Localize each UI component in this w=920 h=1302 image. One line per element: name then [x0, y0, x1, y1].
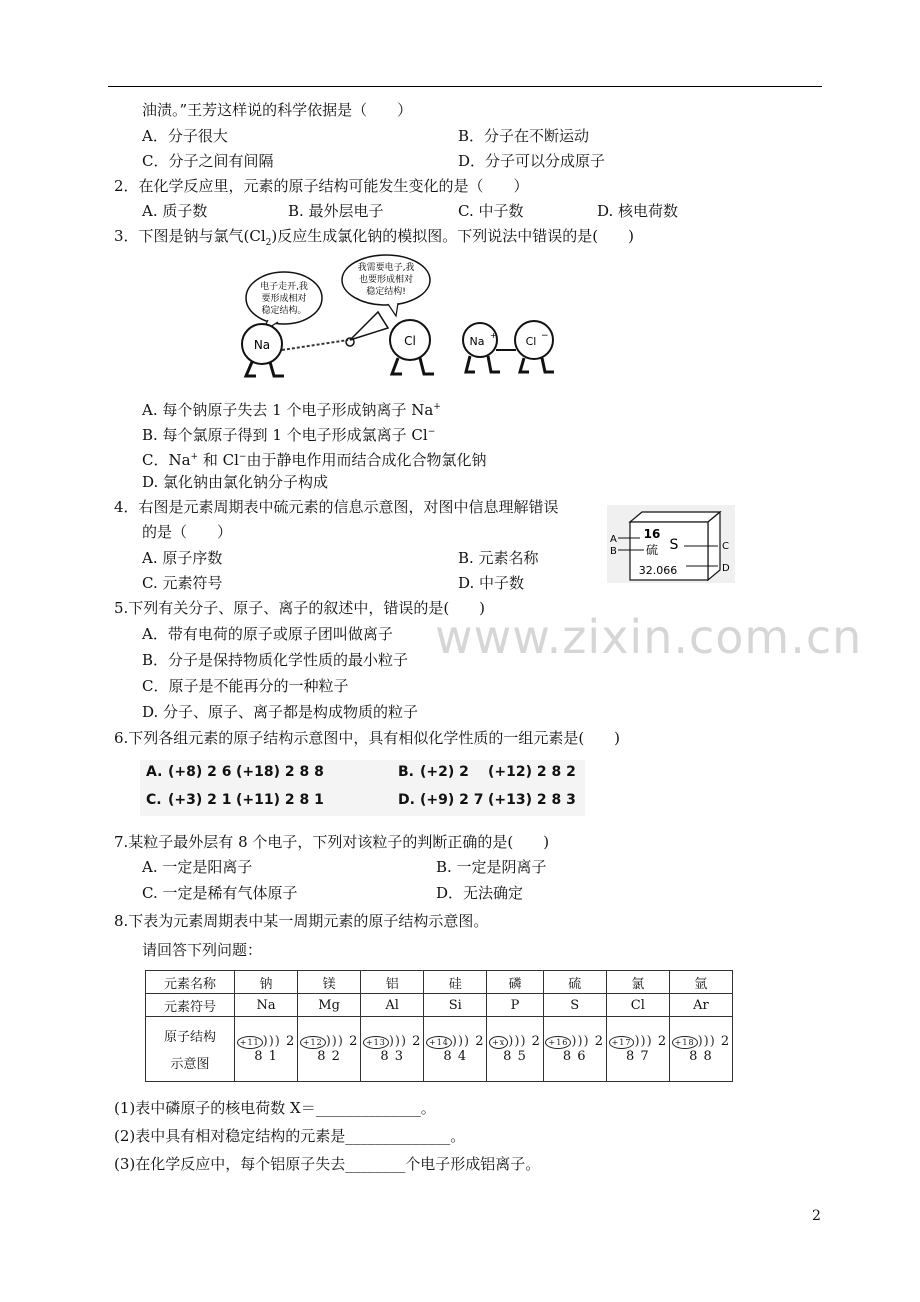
- cl-ion-label: Cl: [525, 335, 537, 348]
- cell-name: 铝: [361, 971, 424, 994]
- watermark: www.zixin.com.cn: [435, 610, 863, 664]
- bubble2-line3: 稳定结构!: [366, 287, 406, 297]
- q6-atom-diagrams: [140, 760, 585, 816]
- q2-option-d: D. 核电荷数: [597, 202, 679, 220]
- sulfur-symbol: S: [669, 537, 679, 553]
- q6-c-diagram1: (+3) 2 1: [168, 792, 232, 808]
- q6-d-diagram1: (+9) 2 7: [420, 792, 484, 808]
- cell-symbol: Al: [361, 994, 424, 1017]
- cell-name: 钠: [235, 971, 298, 994]
- q1-option-b: B．分子在不断运动: [458, 127, 590, 145]
- sulfur-mass: 32.066: [638, 564, 678, 577]
- cell-name: 氯: [606, 971, 669, 994]
- atom-diagram: +12 ))) 2 8 2: [298, 1017, 361, 1082]
- q5-stem: 5.下列有关分子、原子、离子的叙述中，错误的是( ): [114, 599, 486, 617]
- atom-diagram: +18 ))) 2 8 8: [669, 1017, 732, 1082]
- cl-atom-label: Cl: [404, 334, 416, 348]
- q7-option-a: A. 一定是阳离子: [142, 858, 253, 876]
- q8-stem: 8.下表为元素周期表中某一周期元素的原子结构示意图。: [114, 912, 489, 930]
- sulfur-element-box: [606, 504, 736, 584]
- cl-ion-charge: −: [541, 331, 549, 341]
- sulfur-atomic-number: 16: [643, 527, 661, 541]
- q6-d-label: D.: [398, 792, 415, 808]
- atom-diagram: +16 ))) 2 8 6: [543, 1017, 606, 1082]
- q7-option-d: D．无法确定: [436, 884, 524, 902]
- label-b: B: [610, 546, 617, 557]
- q6-a-diagram2: (+18) 2 8 8: [236, 764, 324, 780]
- q6-d-diagram2: (+13) 2 8 3: [488, 792, 576, 808]
- q4-stem-line1: 4．右图是元素周期表中硫元素的信息示意图，对图中信息理解错误: [114, 498, 559, 516]
- cell-symbol: S: [543, 994, 606, 1017]
- cell-symbol: Na: [235, 994, 298, 1017]
- table-row-symbols: [146, 994, 733, 1017]
- q5-option-d: D. 分子、原子、离子都是构成物质的粒子: [142, 703, 419, 721]
- cell-symbol: Cl: [606, 994, 669, 1017]
- atom-diagram: +17 ))) 2 8 7: [606, 1017, 669, 1082]
- q8-sub3: (3)在化学反应中，每个铝原子失去________个电子形成铝离子。: [114, 1155, 541, 1173]
- header-element-symbol: 元素符号: [146, 994, 235, 1017]
- atom-diagram: +11 ))) 2 8 1: [235, 1017, 298, 1082]
- q6-c-diagram2: (+11) 2 8 1: [236, 792, 324, 808]
- q4-option-b: B. 元素名称: [458, 549, 539, 567]
- q6-b-diagram2: (+12) 2 8 2: [488, 764, 576, 780]
- q8-sub2: (2)表中具有相对稳定结构的元素是______________。: [114, 1127, 466, 1145]
- q6-c-label: C.: [146, 792, 162, 808]
- q1-option-d: D．分子可以分成原子: [458, 152, 606, 170]
- q4-stem-line2: 的是（ ）: [142, 523, 233, 541]
- cell-name: 硫: [543, 971, 606, 994]
- q3-option-a: A. 每个钠原子失去 1 个电子形成钠离子 Na+: [142, 401, 441, 419]
- q2-option-c: C. 中子数: [458, 202, 524, 220]
- q6-b-label: B.: [398, 764, 414, 780]
- q3-option-b: B. 每个氯原子得到 1 个电子形成氯离子 Cl−: [142, 426, 436, 444]
- cell-name: 氩: [669, 971, 732, 994]
- na-ion-charge: +: [490, 331, 497, 340]
- atom-diagram: +14 ))) 2 8 4: [424, 1017, 487, 1082]
- q6-a-label: A.: [146, 764, 163, 780]
- q4-option-d: D. 中子数: [458, 574, 525, 592]
- cell-symbol: P: [487, 994, 543, 1017]
- sulfur-name: 硫: [645, 543, 659, 557]
- bubble1-line1: 电子走开,我: [260, 282, 308, 292]
- label-a: A: [610, 534, 617, 545]
- sodium-chlorine-cartoon: [238, 254, 560, 384]
- label-d: D: [722, 563, 730, 574]
- cell-symbol: Ar: [669, 994, 732, 1017]
- table-row-structures: [146, 1017, 733, 1082]
- header-rule: [108, 86, 822, 87]
- q6-stem: 6.下列各组元素的原子结构示意图中，具有相似化学性质的一组元素是( ): [114, 729, 621, 747]
- page-number: 2: [812, 1208, 821, 1224]
- table-row-names: [146, 971, 733, 994]
- bubble2-line2: 也要形成相对: [358, 275, 414, 285]
- cell-name: 镁: [298, 971, 361, 994]
- q7-stem: 7.某粒子最外层有 8 个电子，下列对该粒子的判断正确的是( ): [114, 833, 550, 851]
- element-structure-table: [145, 970, 733, 1082]
- q1-stem-tail: 油渍。”王芳这样说的科学依据是（ ）: [142, 101, 413, 119]
- bubble1-line2: 要形成相对: [261, 294, 307, 304]
- q7-option-b: B. 一定是阴离子: [436, 858, 547, 876]
- cell-symbol: Si: [424, 994, 487, 1017]
- q8-sub1: (1)表中磷原子的核电荷数 X＝______________。: [114, 1099, 436, 1117]
- q4-option-c: C. 元素符号: [142, 574, 223, 592]
- q7-option-c: C. 一定是稀有气体原子: [142, 884, 298, 902]
- q1-option-c: C．分子之间有间隔: [142, 152, 274, 170]
- cell-symbol: Mg: [298, 994, 361, 1017]
- q2-option-a: A. 质子数: [142, 202, 208, 220]
- q2-option-b: B. 最外层电子: [288, 202, 384, 220]
- q3-stem: 3．下图是钠与氯气$(Cl_2)$反应生成氯化钠的模拟图。下列说法中错误的是( ): [114, 227, 634, 248]
- q5-option-b: B．分子是保持物质化学性质的最小粒子: [142, 651, 409, 669]
- atom-diagram: +x ))) 2 8 5: [487, 1017, 543, 1082]
- cell-name: 磷: [487, 971, 543, 994]
- q6-a-diagram1: (+8) 2 6: [168, 764, 232, 780]
- q6-b-diagram1: (+2) 2: [420, 764, 469, 780]
- q4-option-a: A. 原子序数: [142, 549, 223, 567]
- atom-diagram: +13 ))) 2 8 3: [361, 1017, 424, 1082]
- q5-option-a: A．带有电荷的原子或原子团叫做离子: [142, 625, 393, 643]
- bubble2-line1: 我需要电子,我: [357, 263, 415, 273]
- q8-prompt: 请回答下列问题：: [142, 941, 263, 959]
- header-structure: 原子结构 示意图: [146, 1017, 235, 1082]
- q3-option-d: D. 氯化钠由氯化钠分子构成: [142, 473, 329, 491]
- cell-name: 硅: [424, 971, 487, 994]
- na-atom-label: Na: [253, 338, 271, 352]
- bubble1-line3: 稳定结构。: [261, 306, 307, 316]
- q2-stem: 2．在化学反应里，元素的原子结构可能发生变化的是（ ）: [114, 177, 529, 195]
- na-ion-label: Na: [469, 335, 485, 348]
- q3-option-c: C．Na+ 和 Cl−由于静电作用而结合成化合物氯化钠: [142, 451, 487, 469]
- header-element-name: 元素名称: [146, 971, 235, 994]
- label-c: C: [722, 541, 729, 552]
- q1-option-a: A．分子很大: [142, 127, 228, 145]
- q5-option-c: C．原子是不能再分的一种粒子: [142, 677, 349, 695]
